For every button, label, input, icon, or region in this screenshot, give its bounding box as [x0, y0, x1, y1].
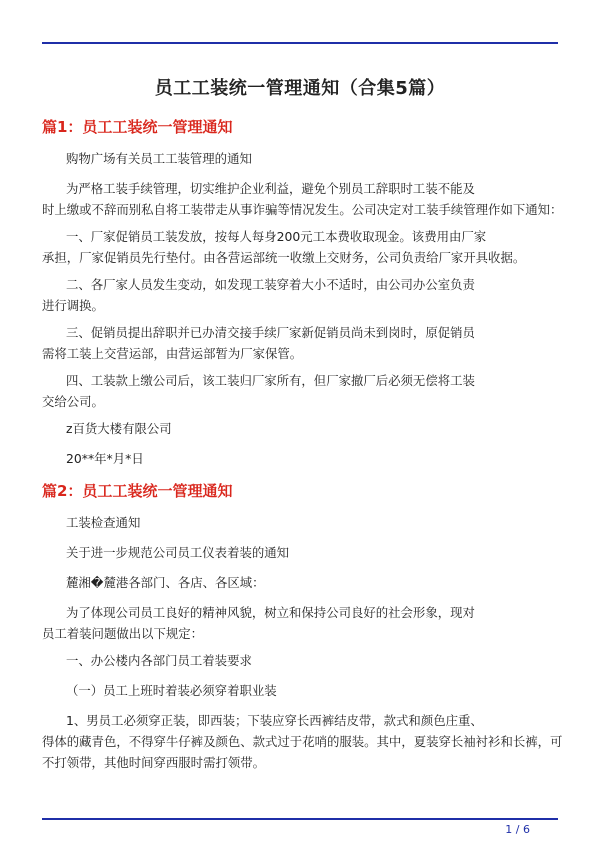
paragraph-line: 四、工装款上缴公司后，该工装归厂家所有，但厂家撤厂后必须无偿将工装 — [66, 373, 475, 388]
section-2-heading: 篇2：员工工装统一管理通知 — [42, 482, 233, 500]
section-1-heading: 篇1：员工工装统一管理通知 — [42, 118, 233, 136]
paragraph-line: 一、厂家促销员工装发放，按每人每身200元工本费收取现金。该费用由厂家 — [66, 229, 487, 244]
paragraph — [42, 226, 562, 268]
paragraph — [42, 512, 562, 533]
paragraph-line: 需将工装上交营运部，由营运部暂为厂家保管。 — [42, 346, 303, 361]
paragraph-line: 为了体现公司员工良好的精神风貌，树立和保持公司良好的社会形象，现对 — [66, 605, 475, 620]
header-rule — [42, 42, 558, 44]
paragraph — [42, 680, 562, 701]
paragraph-line: 时上缴或不辞而别私自将工装带走从事诈骗等情况发生。公司决定对工装手续管理作如下通知： — [42, 202, 563, 217]
paragraph-line: 得体的藏青色，不得穿牛仔裤及颜色、款式过于花哨的服装。其中，夏装穿长袖衬衫和长裤，可 — [42, 734, 563, 749]
date-line — [42, 448, 562, 469]
document-title: 员工工装统一管理通知（合集5篇） — [154, 78, 446, 99]
paragraph-line: 购物广场有关员工工装管理的通知 — [66, 151, 252, 166]
paragraph-line: 进行调换。 — [42, 298, 104, 313]
company-signature — [42, 418, 562, 439]
paragraph-line: 不打领带，其他时间穿西服时需打领带。 — [42, 755, 266, 770]
paragraph — [42, 572, 562, 593]
paragraph-line: 员工着装问题做出以下规定： — [42, 626, 204, 641]
paragraph-line: 二、各厂家人员发生变动，如发现工装穿着大小不适时，由公司办公室负责 — [66, 277, 475, 292]
paragraph-line: （一）员工上班时着装必须穿着职业装 — [66, 683, 277, 698]
paragraph-line: 三、促销员提出辞职并已办清交接手续厂家新促销员尚未到岗时，原促销员 — [66, 325, 475, 340]
paragraph — [42, 650, 562, 671]
paragraph-line: 工装检查通知 — [66, 515, 141, 530]
paragraph — [42, 322, 562, 364]
paragraph-line: 麓湘�麓港各部门、各店、各区域： — [66, 575, 265, 590]
paragraph-line: 交给公司。 — [42, 394, 104, 409]
paragraph-line: 20**年*月*日 — [66, 451, 144, 466]
paragraph-line: 承担，厂家促销员先行垫付。由各营运部统一收缴上交财务，公司负责给厂家开具收据。 — [42, 250, 526, 265]
paragraph — [42, 274, 562, 316]
paragraph — [42, 710, 562, 773]
paragraph — [42, 178, 562, 220]
paragraph-line: 一、办公楼内各部门员工着装要求 — [66, 653, 252, 668]
page-number: 1 / 6 — [505, 823, 530, 836]
paragraph — [42, 148, 562, 169]
paragraph — [42, 602, 562, 644]
paragraph-line: z百货大楼有限公司 — [66, 421, 172, 436]
paragraph — [42, 370, 562, 412]
paragraph-line: 1、男员工必须穿正装，即西装；下装应穿长西裤结皮带，款式和颜色庄重、 — [66, 713, 483, 728]
footer-rule — [42, 818, 558, 820]
paragraph — [42, 542, 562, 563]
paragraph-line: 为严格工装手续管理，切实维护企业利益，避免个别员工辞职时工装不能及 — [66, 181, 475, 196]
paragraph-line: 关于进一步规范公司员工仪表着装的通知 — [66, 545, 290, 560]
